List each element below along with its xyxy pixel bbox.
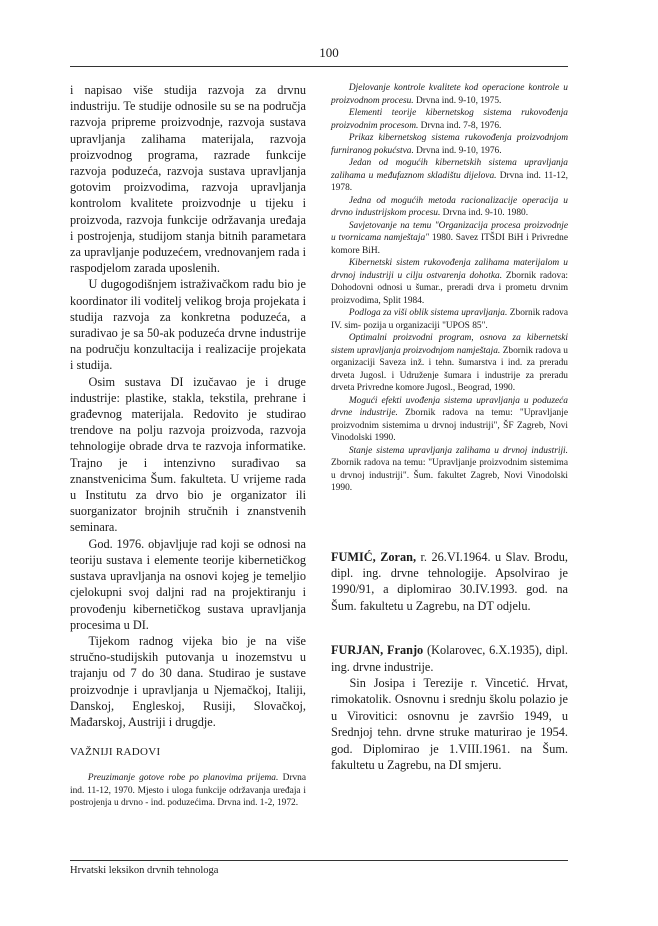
footer-title: Hrvatski leksikon drvnih tehnologa: [70, 865, 219, 876]
reference-title: Kibernetski sistem rukovođenja zalihama materijalom u drvnoj industriji u cilju ostvarenja dohotka.: [331, 258, 568, 281]
reference-title: Prikaz kibernetskog sistema rukovođenja proizvodnjom furniranog pokućstva.: [331, 133, 568, 156]
reference-details: Zbornik radova IV. sim- pozija u organizaciji "UPOS 85".: [331, 308, 568, 331]
reference-details: Drvna ind. 9-10, 1975.: [413, 95, 502, 106]
entry-name: FUMIĆ, Zoran,: [331, 549, 417, 564]
reference-item: [331, 445, 568, 495]
reference-title: Stanje sistema upravljanja zalihama u drvnoj industriji.: [348, 445, 568, 456]
reference-details: Zbornik radova na temu: "Upravljanje proizvodnim sistemima u drvnoj industriji". Šum. fakultet Zagreb, Novi Vinodolski 1990.: [331, 458, 568, 493]
reference-title: Jedna od mogućih metoda racionalizacije operacija u drvno industrijskom procesu.: [331, 195, 568, 218]
reference-details: Drvna ind. 9-10. 1980.: [440, 208, 529, 218]
reference-title: Jedan od mogućih kibernetskih sistema upravljanja zalihama u međufaznom skladištu dijelova.: [331, 158, 568, 181]
reference-title: Podloga za viši oblik sistema upravljanja.: [348, 308, 508, 318]
reference-details: 1980. Savez ITŠDI BiH i Privredne komore BiH.: [331, 233, 568, 256]
reference-item: [331, 332, 568, 395]
reference-item: [331, 82, 568, 107]
reference-item: [331, 132, 568, 157]
page-number: 100: [319, 45, 339, 60]
reference-item: [331, 395, 568, 445]
reference-item: [70, 772, 306, 810]
body-paragraph: i napisao više studija razvoja za drvnu industriju. Te studije odnosile su se na područja razvoja pripreme proizvodnje, razvoja sustava upravljanja zalihama materijala, razvoja proizvodnog programa, razrade funkcije razvoja poduzeća, razvoja sustava upravljanja gotovim proizvodima, razvoja upravljanja kontrolom kvalitete proizvodnje u tijeku i proizvoda, razvoja funkcije održavanja uređaja i postrojenja, studijom stanja bitnih parametara za upravljanje poduzećem, vrednovanjem rada i raspodjelom zarada uposlenih.: [70, 83, 306, 276]
footer-rule: [70, 860, 568, 861]
reference-title: Mogući efekti uvođenja sistema upravljanja u poduzeća drvne industrije.: [331, 395, 568, 418]
reference-title: Optimalni proizvodni program, osnova za kibernetski sistem upravljanja proizvodnjom namještaja.: [331, 333, 568, 356]
reference-item: [331, 257, 568, 307]
reference-details: Zbornik radova na temu: "Upravljanje proizvodnim sistemima u drvnoj industriji", ŠF Zagreb, Novi Vinodolski 1990.: [331, 408, 568, 443]
body-paragraph: Tijekom radnog vijeka bio je na više stručno-studijskih putovanja u inozemstvu u trajanju od 7 do 30 dana. Studirao je sustave proizvodnje i upravljanja u Njemačkoj, Italiji, Danskoj, Engleskoj, Rusiji, Slovačkoj, Mađarskoj, Austriji i drugdje.: [70, 633, 306, 729]
body-paragraph: U dugogodišnjem istraživačkom radu bio je koordinator ili voditelj velikog broja projekata i studija razvoja za konkretna poduzeća, a suradivao je sa 50-ak poduzeća drvne industrije na području konzultacija i realizacije projekata i studija.: [70, 277, 306, 373]
reference-item: [331, 307, 568, 332]
entry-text: r. 26.VI.1964. u Slav. Brodu, dipl. ing. drvne tehnologije. Apsolvirao je 1990/91, a diplomirao 30.IV.1993. god. na Šum. fakultetu u Zagrebu, na DT odjelu.: [331, 549, 568, 613]
reference-details: Zbornik radova: Dohodovni odnosi u šumar., preradi drva i prometu drvnim proizvodima, Split 1984.: [331, 270, 568, 306]
entry-detail: Sin Josipa i Terezije r. Vincetić. Hrvat, rimokatolik. Osnovnu i srednju školu polazio je u Virovitici: osnovnu je završio 1949, u Srednjoj tehn. drvne struke maturirao je 1954. god. Diplomirao je 1.VIII.1961. na Šum. fakultetu u Zagrebu, na DI smjeru.: [331, 675, 568, 772]
body-paragraph: God. 1976. objavljuje rad koji se odnosi na teoriju sustava i elemente teorije kibernetičkog sustava upravljanja na osnovi kojeg je temeljio cjelokupni svoj daljni rad na projektiranju i provođenju kibernetičkog sustava upravljanja procesima u DI.: [70, 536, 306, 632]
reference-details: Drvna ind. 7-8, 1976.: [418, 120, 502, 131]
reference-title: Elementi teorije kibernetskog sistema rukovođenja proizvodnim procesom.: [331, 108, 568, 131]
reference-item: [331, 220, 568, 258]
entry-text: (Kolarovec, 6.X.1935), dipl. ing. drvne industrije.: [331, 643, 569, 674]
reference-details: Zbornik radova u organizaciji Saveza inž. i tehn. šumarstva i ind. za preradu drveta Jugosl. i Udruženje šumara i industrije za preradu drveta Privredne komore Jugosl., Beograd, 1990.: [331, 345, 568, 393]
section-heading: VAŽNIJI RADOVI: [70, 746, 161, 759]
body-paragraph: Osim sustava DI izučavao je i druge industrije: plastike, stakla, tekstila, prehrane i građevnog materijala. Redovito je studirao trendove na polju razvoja proizvoda, razvoja tehnologije obrade drva te razvoja informatike. Trajno je i intenzivno surađivao sa znanstvenicima Šum. fakulteta. U vrijeme rada u Institutu za drvo bio je organizator ili suorganizator brojnih stručnih i znanstvenih seminara.: [70, 374, 306, 535]
entry-name: FURJAN, Franjo: [331, 643, 424, 658]
reference-item: [331, 195, 568, 220]
reference-title: Savjetovanje na temu "Organizacija procesa proizvodnje u tvornicama namještaja": [331, 220, 568, 243]
lexicon-entry-furjan: [331, 642, 568, 675]
reference-details: Drvna ind. 9-10, 1976.: [413, 145, 502, 156]
reference-title: Preuzimanje gotove robe po planovima prijema.: [87, 773, 279, 784]
right-column: [331, 82, 568, 773]
reference-details: Drvna ind. 11-12, 1970. Mjesto i uloga funkcije održavanja uređaja i postrojenja u drvno - ind. poduzećima. Drvna ind. 1-2, 1972.: [70, 773, 307, 809]
reference-title: Djelovanje kontrole kvalitete kod operacione kontrole u proizvodnom procesu.: [331, 83, 568, 106]
header-rule: [70, 66, 568, 67]
left-column: [70, 82, 306, 810]
lexicon-entry-fumic: [331, 549, 568, 615]
reference-details: Drvna ind. 11-12, 1978.: [331, 170, 568, 193]
reference-item: [331, 107, 568, 132]
reference-item: [331, 157, 568, 195]
